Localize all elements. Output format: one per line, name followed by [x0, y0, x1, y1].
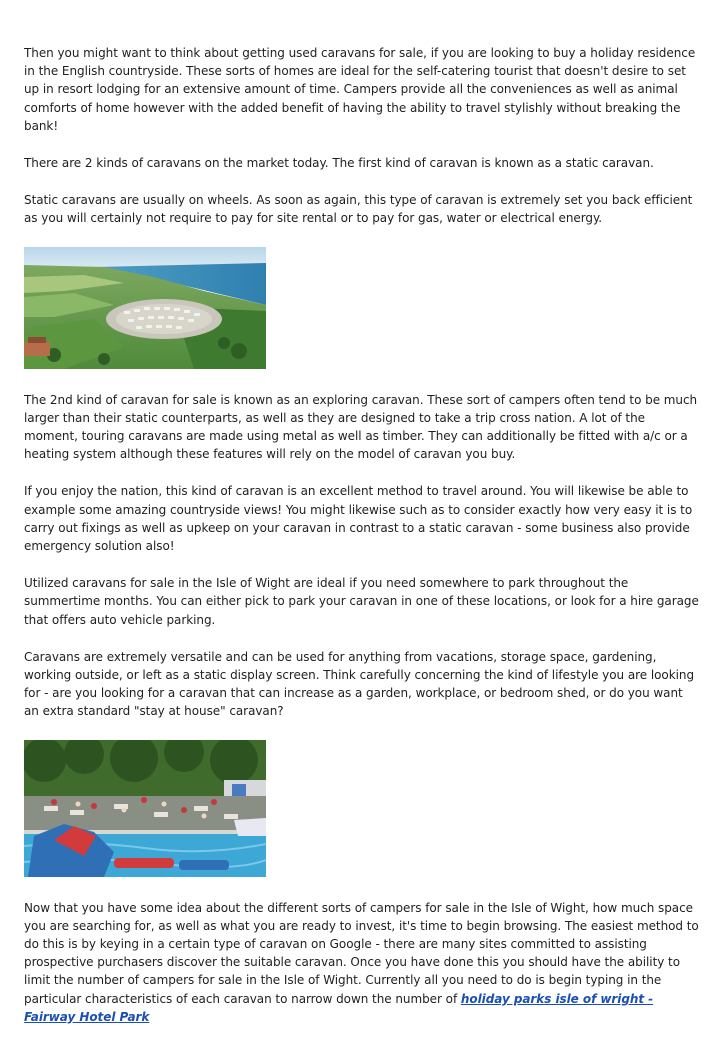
paragraph-browsing-text: Now that you have some idea about the different sorts of campers for sale in the Isle of Wight, how much space you are searching for, as well as what you are ready to invest, it's time to begin browsing. The easiest method to do this is by keying in a certain type of caravan on Google - there are many sites committed to assisting prospective purchasers discover the suitable caravan. Once you have done this you should have the ability to limit the number of campers for sale in the Isle of Wight. Currently all you need to do is begin typing in the particular characteristics of each caravan to narrow down the number of [24, 900, 699, 1006]
paragraph-touring-caravans: The 2nd kind of caravan for sale is known as an exploring caravan. These sort of campers often tend to be much larger than their static counterparts, as well as they are designed to take a trip cross nation. A lot of the moment, touring caravans are made using metal as well as timber. They can additionally be fitted with a/c or a heating system although these features will rely on the model of caravan you buy. [24, 392, 698, 462]
holiday-parks-link[interactable]: holiday parks isle of wright - Fairway Hotel Park [24, 991, 654, 1024]
paragraph-browsing [24, 899, 700, 1026]
article-body [24, 44, 700, 1045]
paragraph-countryside: If you enjoy the nation, this kind of caravan is an excellent method to travel around. You will likewise be able to example some amazing countryside views! You might likewise such as to consider exactly how very easy it is to carry out fixings as well as upkeep on your caravan in contrast to a static caravan - some business also provide emergency solution also! [24, 484, 693, 554]
paragraph-static-caravans: Static caravans are usually on wheels. As soon as again, this type of caravan is extremely set you back efficient as you will certainly not require to pay for site rental or to pay for gas, water or electrical energy. [24, 193, 693, 226]
paragraph-intro: Then you might want to think about getting used caravans for sale, if you are looking to buy a holiday residence in the English countryside. These sorts of homes are ideal for the self-catering tourist that doesn't desire to set up in resort lodging for an extensive amount of time. Campers provide all the conveniences as well as animal comforts of home however with the added benefit of having the ability to travel stylishly without breaking the bank! [24, 46, 696, 133]
holiday-park-pool-photo [24, 740, 266, 877]
paragraph-versatile: Caravans are extremely versatile and can be used for anything from vacations, storage space, gardening, working outside, or left as a static display screen. Think carefully concerning the kind of lifestyle you are looking for - are you looking for a caravan that can increase as a garden, workplace, or bedroom shed, or do you want an extra standard "stay at house" caravan? [24, 649, 695, 719]
aerial-caravan-park-photo [24, 247, 266, 369]
paragraph-two-kinds: There are 2 kinds of caravans on the market today. The first kind of caravan is known as a static caravan. [24, 156, 654, 171]
paragraph-isle-of-wight: Utilized caravans for sale in the Isle of Wight are ideal if you need somewhere to park throughout the summertime months. You can either pick to park your caravan in one of these locations, or look for a hire garage that offers auto vehicle parking. [24, 576, 699, 627]
